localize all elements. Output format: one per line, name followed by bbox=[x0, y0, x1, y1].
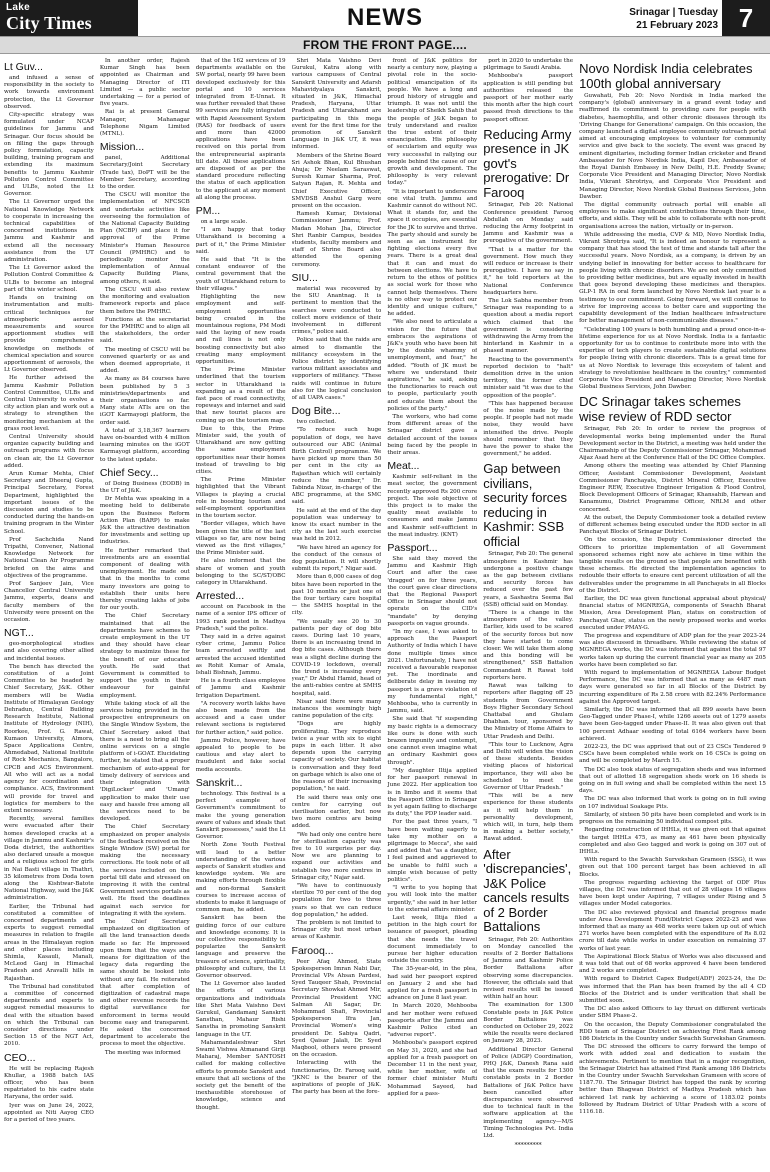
article-paragraph: and infused a sense of responsibility in the society to work towards environment protection, the Lt Governor observed. bbox=[4, 75, 94, 110]
article-paragraph: Kashmir self-reliant in the meat sector, the government recently approved Rs 200 crore project. The sole objective of this project is to make the quality meat available to consumers and make Jammu and Kashmir self-sufficient in the meat industry. (KNT) bbox=[387, 474, 478, 538]
headline: Lt Guv... bbox=[4, 61, 43, 73]
article-paragraph: Nisar said there were many instances the seemingly high canine population of the city. bbox=[291, 698, 382, 720]
article-paragraph: "Border villages, which have been given the title of the last villages so far, are now being viewed as the first villages," the Prime Minister said. bbox=[195, 521, 286, 557]
article-paragraph: "In my case, I was asked to approach the Passport Authority of India which I have done multiple times since 2021. Unfortunately, I have not received a favourable response yet. The inordinate and deliberate delay in issuing my passport is a grave violation of my fundamental right," Mehbooba, who is currently in Jammu, said. bbox=[387, 629, 478, 715]
article-paragraph: She said that "if suspending my basic rights is a democracy like ours is done with such brazen impunity and contempt, one cannot even imagine what an ordinary Kashmiri goes through". bbox=[387, 716, 478, 766]
article-paragraph: He is a fourth class employee of Jammu and Kashmir Irrigation Department. bbox=[195, 678, 286, 699]
article-paragraph: In another order, Rajesh Kumar Singh has been appointed as Chairman and Managing Director of ITI Limited — a public sector undertaking — for a period of five years. bbox=[99, 58, 190, 108]
article-paragraph: The workers, who had come from different areas of the Srinagar district gave a detailed account of the issues being faced by the people in their areas. bbox=[387, 413, 478, 456]
article-paragraph: The DC also asked Officers to lay thrust on different verticals under SBM Phase-2. bbox=[579, 1006, 766, 1020]
article-paragraph: Shri Mata Vaishno Devi Gurukul, Katra along with various campuses of Central Sanskrit University and Adarsh Mahavidyalaya Sanskrit, situated in J&K, Himachal Pradesh, Haryana, Uttar Pradesh and Uttarakhand are participating in this mega event for the first time for the promotion of Sanskrit Language in J&K UT, it was informed. bbox=[291, 58, 382, 151]
article-paragraph: The bench has directed the constitution of a Joint Committee to be headed by Chief Secretary, J&K. Other members will be Wadia Institute of Himalayan Geology Dehradun, Central Building Research Institute, National Institute of Hydrology (NIH), Roorkee, Prof. G. Rawat, Kumaon University, Almora, Space Applications Centre, Ahmedabad, National Institute of Rock Mechanics, Bangalore, CPCB and ACS Environment. All who will act as a nodal agency for coordination and compliance. ACS, Environment will provide for travel and logistics for members to the extent necessary. bbox=[4, 663, 94, 814]
column-2 bbox=[100, 58, 190, 1166]
article-paragraph: "This tour to Lucknow, Agra and Delhi will widen the vision of these students. Besides visiting places of historical importance, they will also be scheduled to meet the Governor of Uttar Pradesh." bbox=[483, 741, 574, 791]
article-paragraph: Among others the meeting was attended by Chief Planning Officer, Assistant Commissioner Development, Assistant Commissioner Panchayats, District Mineral Officer, Executive Engineer REW, Executive Engineer Irrigation & Flood Control, Block Development Officers of Srinagar, Khansahib, Harwan and Kanamumu, District Programme Officer, NRLM and other concerned. bbox=[579, 463, 766, 513]
headline: NGT... bbox=[4, 627, 34, 640]
issue-city-day: Srinagar | Tuesday bbox=[629, 7, 718, 18]
article-paragraph: The DC stressed the officers to carry forward the tempo of work with added zeal and dedication to sustain the achievements. Pertinent to mention that in a major recognition, the Srinagar District has attained First Rank among 186 Districts in the Country under Swachh Survekshan Grameen with score of 1187.70. The Srinagar District has topped the rank by scoring better than Bhagwan District of Madhya Pradesh which has achieved 1st rank by achieving a score of 1183.02 points followed by Rudram District of Uttar Pradesh with a score of 1116.18. bbox=[579, 1044, 766, 1116]
logo-top-text: Lake bbox=[6, 2, 30, 13]
article-paragraph: "Celebrating 100 years is both humbling and a proud once-in-a-lifetime experience for us at Novo Nordisk. India is a fantastic opportunity for us to continue to contribute more into with the expertise of tech players to create sustainable digital solutions for people living with chronic disorders. This is a great time for us at Novo Nordisk to leverage this ecosystem of talent and strategy to revolutionise healthcare in the country," commented Corporate Vice President and Managing Director, Novo Nordisk Global Business Services, John Dawber. bbox=[579, 326, 766, 391]
article-paragraph: The 35-year-old, in the plea, had said her passport expired on January 2 and she had applied for a fresh passport in advance on June 8 last year. bbox=[387, 966, 478, 1002]
article-paragraph: The Chief Secretary emphasized on digitization of all the land transaction deeds made so far. He impressed upon them that the ways and means for digitization of the legacy data regarding the same should be looked into without any fail. He reiterated that after completion of digitization of cadastral maps and other revenue records the digital surveillance for enforcement in terms would become easy and transparent. He asked the concerned department to accelerate the process to meet the objective. bbox=[99, 918, 190, 1048]
article-paragraph: front of J&K politics for nearly a century now, playing a pivotal role in the socio-political emancipation of its people. We have a long and proud history of struggle and triumph. It was not until the leadership of Sheikh Sahib that the people of J&K began to truly understand and realize the true extent of their emancipation. His philosophy of secularism and equity was very successful in rallying our people behind the cause of our growth and development. The philosophy is very relevant today." bbox=[387, 58, 478, 187]
article-paragraph: He further remarked that investments are an essential component of dealing with unemployment. He made out that in the months to come many investors are going to establish their units here thereby creating lakhs of jobs for our youth. bbox=[99, 547, 190, 612]
article-paragraph: "That is a matter for the government. How much they will reduce or increase is their prerogative. I have no say in it," he told reporters at the National Conference headquarters here. bbox=[483, 246, 574, 296]
article-paragraph: With regard to implementation of MGNREGA Labour Budget Performance, the DC was informed that as many as 4487 man days were generated so far in all Blocks of the District by incurring expenditure of Rs 2.58 crore with 82.24% Performance against the Approved target. bbox=[579, 670, 766, 705]
headline: DC Srinagar takes schemes wise review of RDD sector bbox=[579, 394, 741, 424]
article-paragraph: Reacting to the government's reported decision to "halt" demolition drive in the union territory, the former chief minister said "it was due to the opposition of the people". bbox=[483, 356, 574, 399]
article-paragraph: A total of 3,18,367 learners have on-boarded with 4 million learning minutes on the iGOT Karmayogi platform, according to the latest update. bbox=[99, 427, 190, 463]
article-paragraph: The problem is not limited to Srinagar city but most urban areas of Kashmir. bbox=[291, 919, 382, 941]
article-paragraph: of Doing Business (EODB) in the UT of J&K. bbox=[99, 480, 190, 494]
article-paragraph: geo-morphological studies and also covering other allied and incidental issues. bbox=[4, 641, 94, 662]
article-columns bbox=[4, 58, 766, 1166]
headline: Dog Bite... bbox=[291, 405, 341, 418]
story-end-marker: ********* bbox=[514, 1142, 542, 1150]
article-paragraph: In March 2020, Mehbooba and her mother were refused passports after the Jammu and Kashmir Police cited an "adverse report". bbox=[387, 1003, 478, 1039]
article-paragraph: He said that "It is the constant endeavor of the central government that the youth of Uttarakhand return to their villages." bbox=[195, 257, 286, 292]
column-1 bbox=[4, 58, 94, 1166]
article-paragraph: "We usually see 20 to 30 patients per day of dog bite cases. During last 10 years, there is an increasing trend in dog bite cases. Although there was a slight decline during the COVID-19 lockdown, overall the trend is increasing every year," Dr Abdul Hamid, head of the anti-rabies centre at SMHS hospital, said. bbox=[291, 618, 382, 697]
article-paragraph: The examination for 1300 Constable posts in J&K Police Border Battalions was conducted on October 29, 2022 while the results were declared on January 28, 2023. bbox=[483, 1002, 574, 1045]
article-paragraph: The CSCU will also review the monitoring and evaluation framework reports and place them before the PMHRC. bbox=[99, 286, 190, 315]
article-paragraph: "I am happy that today Uttarakhand is becoming a part of it," the Prime Minister said. bbox=[195, 227, 286, 255]
article-paragraph: With regard to District Capex Budget(ADF) 2023-24, the Dc was informed that the Plan has been framed by the all 4 CD Blocks of the District and is under verification that shall be submitted soon. bbox=[579, 976, 766, 1004]
article-paragraph: account on Facebook in the name of a senior IPS officer of 1993 rank posted in Madhya Pradesh," said the police. bbox=[195, 604, 286, 632]
article-paragraph: The Aspirational Block Status of Works was also discussed and it was told that out of 68 works approved 4 have been tendered and 2 works are completed. bbox=[579, 953, 766, 975]
headline: Arrested... bbox=[195, 590, 245, 603]
article-paragraph: The DC also reviewed physical and financial progress made under Area Development Fund/District Capex 2022-23 and was informed that as many as 468 works were taken up out of which 271 works have been completed with the expenditure of Rs 8.02 crore till date while works in under execution on remaining 37 works of last year. bbox=[579, 909, 766, 952]
article-paragraph: Mehbooba's passport application is still pending but authorities released the passport of her mother early this month after the high court passed fresh directions to the passport officer. bbox=[483, 73, 574, 123]
article-paragraph: Prof Sachchida Nand Tripathi, Convener, National Knowledge Network for National Clean Air Programme briefed on the aims and objectives of the programme. bbox=[4, 536, 94, 579]
headline: Meat... bbox=[387, 460, 420, 473]
article-paragraph: Mehbooba's passport expired on May 31, 2020, and she had applied for a fresh passport on December 11 in the next year, while her mother, wife of former chief minister Mufti Mohammad Sayeed, had applied for a pass- bbox=[387, 1040, 478, 1097]
article-paragraph: The Prime Minister highlighted that the Vibrant Villages is playing a crucial role in boosting tourism and self-employment opportunities in the tourism sector. bbox=[195, 477, 286, 520]
article-paragraph: Police said that the raids are aimed to dismantle the militancy ecosystem in the Police district by identifying various militant associates and supporters of militancy. "These raids will continue in future also for the logical conclusion of all UAPA cases." bbox=[291, 337, 382, 401]
article-paragraph: "It is important to underscore one vital truth. Jammu and Kashmir cannot do without NC. What it stands for, and the space it occupies, are essential for the JK to survive and thrive. The party should and surely be seen as an instrument for fighting elections every five years. There is a great deal that it can and must do between elections. We have to return to the ethos of politics as social work for those who cannot help themselves. There is no other way to protect our identity and unique culture," he added. bbox=[387, 188, 478, 318]
article-paragraph: "There is a change in the atmosphere of the valley. Earlier, kids used to be scared of the security forces but now they have started to come closer. We will take them along and this bonding will be strengthened," SSB Battalion Commandant R Rawat told reporters here. bbox=[483, 610, 574, 681]
article-paragraph: The Prime Minister underlined that the tourism sector in Uttarakhand is expanding as a result of the fast pace of road connectivity, ropeways and internet and said that new tourist places are coming up on the tourism map. bbox=[195, 367, 286, 424]
article-paragraph: The CSCU will monitor the implementation of NFCSCB and undertake activities like overseeing the formulation of the National Capacity Building Plan (NCBP) and place it for approval of the Prime Minister's Human Resource Council (PMHRC) and to periodically monitor the implementation of Annual Capacity Building Plans, among others, it said. bbox=[99, 192, 190, 285]
article-paragraph: The Tribunal had constituted a committee of concerned departments and experts to suggest remedial measures to deal with the situation based on which the Tribunal can consider directions under Section 15 of the NGT Act, 2010. bbox=[4, 983, 94, 1048]
article-paragraph: Rai is at present General Manager, Mahanagar Telephone Nigam Limited (MTNL). bbox=[99, 109, 190, 138]
article-paragraph: On the occasion, the Deputy Commissioner directed the Officers to prioritize implementation of all Government sponsored schemes right now ate achieve in time within the tangible results on the ground so that people are benefited with these schemes. He directed the implementation agencies to redouble their efforts to ensure cent percent utilization of all the deliverables under the programme in all Panchayats in all Blocks of the District. bbox=[579, 537, 766, 594]
article-paragraph: Earlier, the DC was given functional appraisal about physical/ financial status of MGNREGA, components of Swachh Bharat Mission, Area Development Plan, status on construction of Panchayat Ghar, status on the newly proposed works and works executed under PMAY-G. bbox=[579, 596, 766, 631]
article-paragraph: "Dogs are highly proliferating. They reproduce twice a year with six to eight pups in each litter. It also depends upon the carrying capacity of society. Our habitat is conversation and they feed on garbage which is also one of the reasons of their increasing population," he said. bbox=[291, 721, 382, 793]
article-paragraph: The Lt Governor urged the National Knowledge Network to cooperate in increasing the technical capabilities of concerned institutions in Jammu and Kashmir and extend all the necessary assistance from the UT administration. bbox=[4, 199, 94, 264]
headline: CEO... bbox=[4, 1051, 36, 1064]
article-paragraph: Central University should organize capacity building and outreach programs with focus on clean air, the Lt Governor added. bbox=[4, 433, 94, 469]
headline: PM... bbox=[195, 205, 221, 218]
headline: Passport... bbox=[387, 542, 438, 554]
article-paragraph: panel, Additional Secretary/Joint Secretary (Trade tax), DoPT will be the Member Secretary, according to the order. bbox=[99, 155, 190, 191]
article-paragraph: Dr Mehta was speaking in a meeting held to deliberate upon the Business Reform Action Plan (BARP) to make J&K the attractive destination for investments and setting up industries. bbox=[99, 496, 190, 546]
article-paragraph: Rawat was talking to reporters after flagging off 25 students from Government Boys Higher Secondary School Chattabal and Ghulam Dhabhan. tour, sponsored by the Ministry of Home Affairs to Uttar Pradesh and Delhi. bbox=[483, 683, 574, 740]
article-paragraph: "We have hired an agency for the conduct of the census of dog population. It will shortly submit its report," Nigar said. bbox=[291, 544, 382, 573]
article-paragraph: North Zone Youth Festival will lead to a better understanding of the various aspects of Sanskrit studies and knowledge system. We are making efforts through flexible and non-formal Sanskrit courses to increase access of students to make it language of common man, he added. bbox=[195, 842, 286, 914]
headline: Chief Secy... bbox=[99, 466, 159, 479]
article-paragraph: Prof Sanjeev Jain, Vice Chancellor Central University Jammu, experts, deans and faculty members of the University were present on the occasion. bbox=[4, 581, 94, 624]
column-3 bbox=[196, 58, 286, 1166]
column-7-wide bbox=[579, 58, 766, 1166]
article-paragraph: Hands on training on instrumentation and multi-critical techniques for atmospheric aerosol measurements and source apportionment studies will provide comprehensive knowledge on methods of chemical speciation and source apportionment of aerosols, the Lt Governor observed. bbox=[4, 295, 94, 374]
section-title: NEWS bbox=[347, 4, 423, 31]
article-paragraph: The progress and expenditure of ADP plan for the year 2023-24 was also discussed in threadbare. While reviewing the status of MGNREGA works, the DC was informed that against the total 97 works taken up during the current financial year as many as 205 works have been completed so far. bbox=[579, 633, 766, 668]
article-paragraph: Last week, Iltija filed a petition in the high court for issuance of passport, pleading that she needs the travel document immediately to pursue her higher education outside the country. bbox=[387, 914, 478, 965]
headline: Novo Nordisk India celebrates 100th global anniversary bbox=[579, 61, 753, 91]
article-paragraph: "We also need to articulate a vision for the future that embraces the aspirations of J&K's youth who have been hit by the double whammy of unemployment, and fear," he added. "Youth of JK must be where we understand their aspirations," he said, asking the functionaries to reach out to people, particularly youth and educate them about the policies of the party." bbox=[387, 319, 478, 412]
headline: Gap between civilians, security forces reducing in Kashmir: SSB official bbox=[483, 461, 568, 549]
article-paragraph: "I write to you hoping that you will look into the matter urgently," she said in her letter to the external affairs minister. bbox=[387, 885, 478, 913]
issue-date-text: 21 February 2023 bbox=[636, 20, 718, 31]
article-paragraph: Srinagar, Feb 20: In order to review the progress of developmental works being implemented under the Rural Development sector in the District, a meeting was held under the Chairmanship of the Deputy Commissioner Srinagar, Mohammad Aijaz Asad here at the Conference Hall of the DC Office Complex. bbox=[579, 426, 766, 462]
article-paragraph: Members of the Shrine Board Sri Ashok Bhan, Kul Bhushan Ahuja; Dr Neelam Saraswat, Suresh Kumar Sharma, Prof. Satyan Rajan, R. Mehta and Chief Executive Officer, SMVDSB Anshul Garg were present on the occasion. bbox=[291, 152, 382, 210]
article-paragraph: Srinagar, Feb 20: The general atmosphere in Kashmir has undergone a positive change as the gap between civilians and security forces has reduced over the past few years, a Sashastra Seema Bal (SSB) official said on Monday. bbox=[483, 551, 574, 608]
article-paragraph: The digital community outreach portal will enable all employees to make significant contributions through their time, efforts, and skills. They will be able to collaborate with non-profit organisations across the nation, virtually or in-person. bbox=[579, 202, 766, 230]
article-paragraph: "We have to continuously sterilize 70 per cent of the dog population for two to three years so that we can reduce dog population," he added. bbox=[291, 882, 382, 918]
article-paragraph: Mahamandaleshwar Shri Swami Vishwa Atmanand Giriji Maharaj, Member SANTOSH called for making collective efforts to promote Sanskrit and ensure that all sections of the society get the benefit of the inexhaustible storehouse of knowledge, science and thought. bbox=[195, 1039, 286, 1111]
article-paragraph: Srinagar, Feb 20: National Conference president Farooq Abdullah on Monday said reducing the Army footprint in Jammu and Kashmir was a prerogative of the government. bbox=[483, 202, 574, 245]
article-paragraph: Srinagar, Feb 20: Authorities on Monday cancelled the results of 2 Border Battalions of Jammu and Kashmir Police Border Battalions after observing some discrepancies. However, the officials said that revised results will be issued within half an hour. bbox=[483, 936, 574, 1001]
article-paragraph: City-specific strategy was formulated under NCAP guidelines for Jammu and Srinagar. Our focus should be on filling the gaps through policy formulation, capacity building, training program and extending its maximum benefits to Jammu Kashmir Pollution Control Committee and ULBs, noted the Lt Governor. bbox=[4, 112, 94, 198]
article-paragraph: Ramesh Kumar, Divisional Commissioner Jammu; Prof. Madan Mohan Jha, Director Shri Ranbir Campus, besides students, faculty members and staff of Shrine Board also attended the opening ceremony. bbox=[291, 211, 382, 268]
article-paragraph: "To reduce such huge population of dogs, we have outsourced our ABC (Animal Birth Control) programme. We have picked up more than 50 per cent in the city as Rajasthan which will certainly reduce the number," Dr. Tabinda Nizar, in-charge of the ABC programme, at the SMC said. bbox=[291, 427, 382, 506]
article-paragraph: The DC also took status of segregation sheds and was informed that out of allotted 18 segregation sheds work on 16 sheds is going on in full swing and shall be completed within the next 15 days. bbox=[579, 766, 766, 795]
headline: Sanskrit... bbox=[195, 776, 243, 789]
article-paragraph: Similarly, of sixteen 50 pits have been completed and work is in progress on the remaining 50 individual compost pits. bbox=[579, 811, 766, 826]
article-paragraph: The Lt Governor also lauded the efforts of various organizations and individuals like Shri Mata Vaishno Devi Gurukul, Gandamanj Sanskrit Sansthan, Mahaur Rishi Sanstha in promoting Sanskrit language in the UT. bbox=[195, 981, 286, 1038]
article-paragraph: Sanskrit has been the guiding force of our culture and knowledge economy. It is our collective responsibility to popularize the Sanskrit language and preserve the treasure of science, spirituality, philosophy and culture, the Lt Governor observed. bbox=[195, 915, 286, 979]
article-paragraph: The Chief Secretary maintained that all the departments have schemes to create employment in the UT and they should have clear strategy to maximize these for the benefit of our educated youth. He said that Government is committed to support the youth in their endeavour for gainful employment. bbox=[99, 613, 190, 699]
article-paragraph: He said there was only one centre for carrying out sterilisation earlier, but now two more centres are being added. bbox=[291, 794, 382, 830]
article-paragraph: port in 2020 to undertake the pilgrimage to Saudi Arabia. bbox=[483, 58, 574, 72]
article-paragraph: The Lok Sabha member from Srinagar was responding to a question about a media report which claimed that the government is considering withdrawing the Army from the hinterland in Kashmir in a phased manner. bbox=[483, 297, 574, 355]
article-paragraph: He said at the end of the day population was underway to know its exact number in the city as the last such exercise was held in 2012. bbox=[291, 507, 382, 543]
article-paragraph: Regarding construction of IHHLs, it was given out that against the target IHHLs 475, as many as 461 have been physically completed and also Geo tagged and work is going on 307 out of IHHLs. bbox=[579, 827, 766, 855]
article-paragraph: The meeting was informed bbox=[104, 1049, 181, 1056]
article-paragraph: material was recovered by the SIU Anantnag. It is pertinent to mention that the searches were conducted to collect more evidence of their involvement in different crimes," police said. bbox=[291, 285, 382, 336]
article-paragraph: He further advised the Jammu Kashmir Pollution Control Committee, ULBs and Central University to evolve a city action plan and work out a strategy to strengthen the monitoring mechanism at the grass root level. bbox=[4, 375, 94, 432]
article-paragraph: The DC was also informed that work is going on in full swing on 107 individual Soakage Pits. bbox=[579, 796, 766, 810]
article-paragraph: They said in a drive against cyber crime, Jammu Police team arrested swiftly and arrested the accused identified as Rohit Kumar of Amala, Ishali Bishnah, Jammu. bbox=[195, 634, 286, 677]
column-4 bbox=[292, 58, 382, 1166]
masthead bbox=[0, 0, 770, 64]
article-paragraph: More than 6,000 cases of dog bites have been reported in the past 10 months or just one of the four tertiary care hospital — the SMHS hospital in the city. bbox=[291, 574, 382, 617]
article-paragraph: 2022-23, the DC was apprised that out of 23 CSCs Tendered 9 CSCs have been completed while work on 16 CSCs is going on and will be completed by March 15. bbox=[579, 744, 766, 765]
article-paragraph: With regard to the Swachh Survekshan Grameen (SSG), it was given out that 100 percent target has been achieved in all Blocks. bbox=[579, 857, 766, 878]
article-paragraph: "My daughter Iltija applied for her passport renewal in June 2022. Her application too is in limbo and it seems that the Passport Office in Srinagar is yet again failing to discharge its duty," the PDP leader said. bbox=[387, 767, 478, 818]
article-paragraph: "We had only one centre here for sterilisation capacity was five to 10 surgeries per day. Now we are planning to expand our activities and establish two more centres in Srinagar city," Najar said. bbox=[291, 831, 382, 881]
article-paragraph: Earlier, the Tribunal had constituted a committee of concerned departments and experts to suggest remedial measures in relation to fragile areas in the Himalayan region and other places including Shimla, Kasauli, Manali, McLeod Ganj in Himachal Pradesh and Aravalli hills in Rajasthan. bbox=[4, 903, 94, 982]
article-paragraph: As many as 84 courses have been published by 5 3 ministries/departments and their organisations so far. Many state ATIs are on the iGOT Karmayogi platform, the order said. bbox=[99, 376, 190, 426]
article-paragraph: The meeting of CSCU will be convened quarterly or as and when deemed appropriate, it added. bbox=[99, 346, 190, 375]
article-paragraph: For the past three years, "I have been waiting eagerly to take my mother on a pilgrimage to Mecca", she said and added that "as a daughter, I feel pained and aggrieved to be unable to fulfil such a simple wish because of petty politics". bbox=[387, 819, 478, 883]
headline: Mission... bbox=[99, 141, 145, 154]
article-paragraph: While taking stock of all the services being provided in the prospective entrepreneurs on the Single Window System, the Chief Secretary asked that there is a need to bring all the online services on a single platform of i-GOAT. Elucidating further, he stated that a proper mechanism of auto-appeal for timely delivery of services and their integration with 'DigiLocker' and 'Umang' application to make their use easy and hassle free among all the services need to be developed. bbox=[99, 700, 190, 823]
section-banner: FROM THE FRONT PAGE.... bbox=[0, 36, 770, 54]
column-6 bbox=[483, 58, 573, 1166]
article-paragraph: The progress regarding achieving the target of ODF Plus villages, the DC was informed that out of 28 villages 16 villages have been kept under Aspiring, 7 villages under Rising and 5 villages under Model categories. bbox=[579, 879, 766, 908]
article-paragraph: Highlighting the new employment and self-employment opportunities being created in the mountainous regions, PM Modi said the laying of new roads and rail lines is not only boosting connectivity but also creating many employment opportunities. bbox=[195, 294, 286, 365]
article-paragraph: Peer Afaq Ahmed, State Spokesperson Imran Nabi Dar, Provincial VPs Ahsan Pardesi, Syed Tauqeer Shah, Provincial Secretary Showkat Ahmed Mir, Provincial President YNC Salman Ali Sagar, Dr. Mohammad Shafi, Provincial Spokesperson Ifra Jan, Provincial Women's wing president Dr. Sabiya Qadri, Syed Qaisar Jalali, Dr. Syed Maqbool, others were present on the occasion. bbox=[291, 958, 382, 1059]
article-paragraph: Arun Kumar Mehta, Chief Secretary and Dheeraj Gupta, Principal Secretary, Forest Department, highlighted the important issues of the discussion and studies to be conducted during the hands-on training program in the Winter School. bbox=[4, 470, 94, 535]
article-paragraph: Iyer was on June 24, 2022, appointed as Niti Aayog CEO for a period of two years. bbox=[4, 1102, 94, 1124]
column-5 bbox=[387, 58, 477, 1166]
article-paragraph: While addressing the media, CVP & MD, Novo Nordisk India, Vikrant Shrotriya said, "It is indeed an honour to represent a company that has stood the test of time and stands tall after the successful years. Novo Nordisk, as a company, is driven by an undying belief in innovating for better access to healthcare for people living with chronic disorders. We are not only committed to providing better medicines, but are equally invested in health that goes beyond developing these medicines and therapies. GLP-1 RA in oral form launched by Novo Nordisk last year is a testimony to our commitment. Going forward, we will continue to strive for improving access to better care and supporting the capability development of the Indian healthcare infrastructure for better management of non-communicable diseases." bbox=[579, 231, 766, 325]
article-paragraph: Guwahati, Feb 20: Novo Nordisk in India marked the company's (global) anniversary in a grand event today and reaffirmed its commitment to providing care for people with diabetes, haemophilia, and other chronic diseases through its 'Driving Change for Generations' campaign. On this occasion, the company launched a digital employee community outreach portal aimed at encouraging employees to volunteer for community service and give back to the society. The event was graced by eminent dignitaries, including former Indian cricketer and Brand Ambassador for Novo Nordisk India, Kapil Dev, Ambassador of the Royal Danish Embassy in New Delhi, H.E. Freddy Svane; Corporate Vice President and Managing Director, Novo Nordisk India, Vikrant Shrotriya, and Corporate Vice President and Managing Director, Novo Nordisk Global Business Services, John Dawber. bbox=[579, 93, 766, 200]
article-paragraph: two collected. bbox=[296, 419, 337, 426]
article-paragraph: She said they moved the Jammu and Kashmir High Court and after the case 'dragged' on for three years, the court gave clear directions that the Regional Passport Office in Srinagar should not operate on the CID's "mandate" by denying passports on vague grounds. bbox=[387, 556, 478, 627]
article-paragraph: technology. This festival is a perfect example of Government's commitment to make the young generation aware of values and ideals that Sanskrit possesses," said the Lt Governor. bbox=[195, 790, 286, 841]
article-paragraph: Due to this, the Prime Minister said, the youth of Uttarakhand are now getting the same employment opportunities near their homes instead of traveling to big cities. bbox=[195, 425, 286, 475]
article-paragraph: Recently, several families were evacuated after their homes developed cracks at a village in Jammu and Kashmir's Doda district, the authorities also declared unsafe a mosque and a religious school for girls in Nai Basti village in Thathri, 35 kilometres from Doda town along the Kishtwar-Batote National Highway, said the J&K administration. bbox=[4, 816, 94, 902]
article-paragraph: Additional Director General of Police (ADGP) Coordination, PHQ J&K, Danesh Rana said that the exam results for 1300 constable posts in 2 Border Battalions of J&K Police have been cancelled after discrepancies were observed due to technical fault in the software application at the implementing agency—M/S Timing Technologies Pvt. India Ltd. bbox=[483, 1046, 574, 1140]
article-paragraph: Jammu Police, however, have appealed to people to be cautious and stay alert to fraudulent and fake social media accounts. bbox=[195, 737, 286, 773]
article-paragraph: that of the 162 services of 19 departments available on the SW portal, nearly 99 have been developed exclusively for this portal and 10 services integrated from E-Unnat. It was further revealed that these 99 services are fully integrated with Rapid Assessment System (RAS) for feedback of users and more than 42000 applications have been received on this portal from the entrepreneurial aspirants till date. All these applications are disposed of as per the standard procedure reflecting the status of each application to the applicant at any moment all along the process. bbox=[195, 58, 286, 201]
article-paragraph: Functions at the secretariat for the PMHRC and to align all the stakeholders, the order said. bbox=[99, 316, 190, 345]
article-paragraph: Interacting with the functionaries, Dr. Farooq said, "JKNC is the bearer of the aspirations of people of J&K. The party has been at the fore- bbox=[291, 1060, 382, 1096]
headline: Reducing Army presence in JK govt's prerogative: Dr Farooq bbox=[483, 126, 572, 200]
article-paragraph: On the occasion, the Deputy Commissioner congratulated the RDD team of Srinagar District on achieving First Rank among 186 Districts in the Country under Swachh Survekshan Grameen. bbox=[579, 1021, 766, 1042]
headline: Farooq... bbox=[291, 944, 334, 957]
article-paragraph: "This has happened because of the noise made by the people. If people had not made noise, they would have intensified the drive. People should remember that they have the power to shake the government," he added. bbox=[483, 400, 574, 458]
headline: SIU... bbox=[291, 271, 318, 284]
logo-main-text: City Times bbox=[6, 13, 92, 33]
article-paragraph: on a large scale. bbox=[200, 219, 248, 226]
article-paragraph: He will be replacing Rajesh Khullar, a 1988 batch IAS officer, who has been repatriated to his cadre state Haryana, the order said. bbox=[4, 1065, 94, 1101]
article-paragraph: The Chief Secretary emphasized on proper analysis of the feedback received on the Single Window (SW) portal for making the necessary corrections. He took note of all the services included on the portal till date and stressed on improving it with the central Government services portals as well. He fixed the deadlines against each service for integrating it with the system. bbox=[99, 824, 190, 917]
issue-date bbox=[629, 6, 718, 32]
article-paragraph: He also informed that the share of women and youth belonging to the SC/ST/OBC category in Uttarakhand. bbox=[195, 558, 286, 587]
article-paragraph: At the outset, the Deputy Commissioner took a detailed review of different schemes being executed under the RDD sector in all Panchayat Blocks of Srinagar District. bbox=[579, 514, 766, 536]
article-paragraph: The Lt Governor asked the Pollution Control Committee & ULBs to become an integral part of this winter school. bbox=[4, 265, 94, 293]
page-number: 7 bbox=[722, 0, 770, 36]
article-paragraph: Similarly, the DC was informed that all 899 assets have been Geo-Tagged under Phase-I, while 1266 assets out of 1279 assets have been Geo-tagged under Phase-II. It was also given out that 100 percent Adhaar seeding of total 6164 workers have been achieved. bbox=[579, 707, 766, 742]
headline: After 'discrepancies', J&K Police cancels results of 2 Border Battalions bbox=[483, 846, 572, 935]
article-paragraph: "A recovery worth lakhs have also been made from the accused and a case under relevant sections is registered for further action," said police. bbox=[195, 700, 286, 736]
article-paragraph: "This will be a new experience for these students as it will help them in personality development, which will, in turn, help them in making a better society," Rawat added. bbox=[483, 793, 574, 843]
